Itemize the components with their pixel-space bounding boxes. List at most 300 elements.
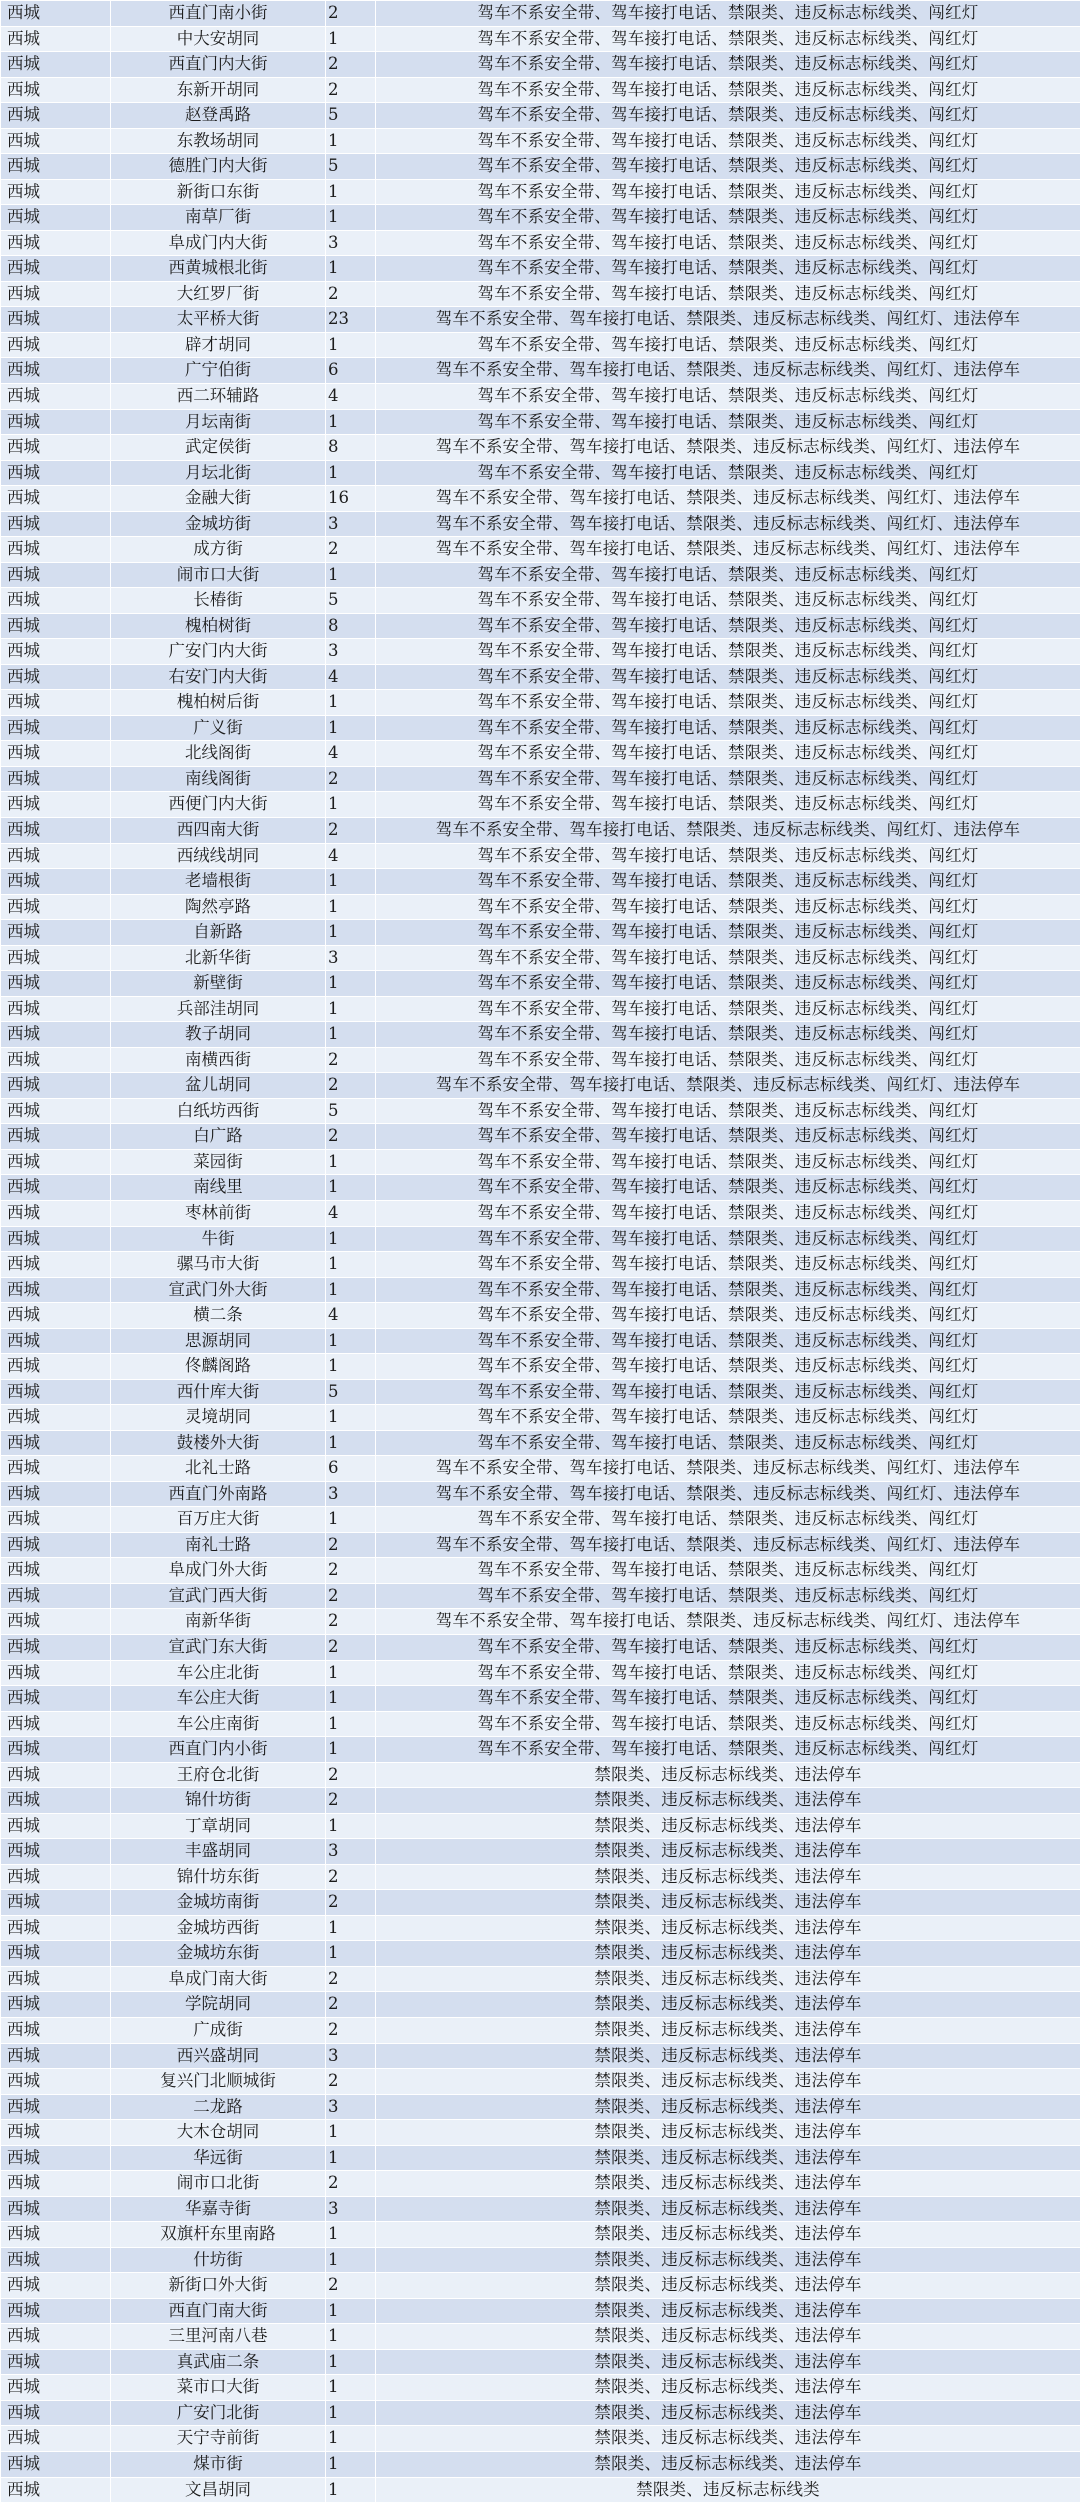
district-cell: 西城: [1, 52, 111, 78]
district-cell: 西城: [1, 1890, 111, 1916]
table-row: [1, 1864, 1080, 1890]
violation-types-cell: 驾车不系安全带、驾车接打电话、禁限类、违反标志标线类、闯红灯: [376, 1175, 1080, 1201]
table-row: [1, 1992, 1080, 2018]
violation-types-cell: 驾车不系安全带、驾车接打电话、禁限类、违反标志标线类、闯红灯: [376, 179, 1080, 205]
street-cell: 双旗杆东里南路: [111, 2222, 326, 2248]
count-cell: 3: [326, 945, 376, 971]
table-row: [1, 2145, 1080, 2171]
count-cell: 1: [326, 971, 376, 997]
count-cell: 2: [326, 1635, 376, 1661]
count-cell: 2: [326, 2069, 376, 2095]
table-row: [1, 511, 1080, 537]
table-row: [1, 332, 1080, 358]
count-cell: 2: [326, 1890, 376, 1916]
street-cell: 华嘉寺街: [111, 2196, 326, 2222]
table-row: [1, 1890, 1080, 1916]
violation-types-cell: 驾车不系安全带、驾车接打电话、禁限类、违反标志标线类、闯红灯: [376, 1660, 1080, 1686]
street-cell: 锦什坊街: [111, 1788, 326, 1814]
violation-types-cell: 驾车不系安全带、驾车接打电话、禁限类、违反标志标线类、闯红灯: [376, 26, 1080, 52]
violation-types-cell: 禁限类、违反标志标线类、违法停车: [376, 1813, 1080, 1839]
street-cell: 南新华街: [111, 1609, 326, 1635]
street-cell: 陶然亭路: [111, 894, 326, 920]
violation-types-cell: 驾车不系安全带、驾车接打电话、禁限类、违反标志标线类、闯红灯: [376, 1, 1080, 27]
district-cell: 西城: [1, 2094, 111, 2120]
violation-types-cell: 驾车不系安全带、驾车接打电话、禁限类、违反标志标线类、闯红灯、违法停车: [376, 1073, 1080, 1099]
district-cell: 西城: [1, 1635, 111, 1661]
count-cell: 4: [326, 1303, 376, 1329]
count-cell: 2: [326, 52, 376, 78]
table-row: [1, 639, 1080, 665]
table-row: [1, 1175, 1080, 1201]
street-cell: 真武庙二条: [111, 2349, 326, 2375]
table-row: [1, 409, 1080, 435]
violation-types-cell: 驾车不系安全带、驾车接打电话、禁限类、违反标志标线类、闯红灯: [376, 1379, 1080, 1405]
count-cell: 1: [326, 1354, 376, 1380]
district-cell: 西城: [1, 2426, 111, 2452]
violation-types-cell: 驾车不系安全带、驾车接打电话、禁限类、违反标志标线类、闯红灯: [376, 1635, 1080, 1661]
table-row: [1, 1762, 1080, 1788]
street-cell: 闹市口北街: [111, 2171, 326, 2197]
street-cell: 鼓楼外大街: [111, 1430, 326, 1456]
table-row: [1, 2017, 1080, 2043]
count-cell: 3: [326, 511, 376, 537]
violation-types-cell: 驾车不系安全带、驾车接打电话、禁限类、违反标志标线类、闯红灯: [376, 332, 1080, 358]
violation-types-cell: 驾车不系安全带、驾车接打电话、禁限类、违反标志标线类、闯红灯、违法停车: [376, 818, 1080, 844]
table-row: [1, 1635, 1080, 1661]
violation-types-cell: 驾车不系安全带、驾车接打电话、禁限类、违反标志标线类、闯红灯: [376, 715, 1080, 741]
count-cell: 2: [326, 1966, 376, 1992]
district-cell: 西城: [1, 1788, 111, 1814]
count-cell: 8: [326, 613, 376, 639]
violation-types-cell: 禁限类、违反标志标线类、违法停车: [376, 1890, 1080, 1916]
district-cell: 西城: [1, 894, 111, 920]
violation-types-cell: 驾车不系安全带、驾车接打电话、禁限类、违反标志标线类、闯红灯: [376, 230, 1080, 256]
table-row: [1, 1711, 1080, 1737]
street-cell: 宣武门外大街: [111, 1277, 326, 1303]
district-cell: 西城: [1, 2043, 111, 2069]
district-cell: 西城: [1, 1277, 111, 1303]
table-row: [1, 1073, 1080, 1099]
table-row: [1, 77, 1080, 103]
count-cell: 3: [326, 1839, 376, 1865]
violation-types-cell: 禁限类、违反标志标线类、违法停车: [376, 2324, 1080, 2350]
table-row: [1, 486, 1080, 512]
violation-types-cell: 驾车不系安全带、驾车接打电话、禁限类、违反标志标线类、闯红灯、违法停车: [376, 1456, 1080, 1482]
street-cell: 灵境胡同: [111, 1405, 326, 1431]
district-cell: 西城: [1, 2477, 111, 2503]
district-cell: 西城: [1, 383, 111, 409]
violation-types-cell: 驾车不系安全带、驾车接打电话、禁限类、违反标志标线类、闯红灯: [376, 103, 1080, 129]
street-cell: 车公庄北街: [111, 1660, 326, 1686]
violation-types-cell: 禁限类、违反标志标线类、违法停车: [376, 1839, 1080, 1865]
violation-types-cell: 驾车不系安全带、驾车接打电话、禁限类、违反标志标线类、闯红灯: [376, 256, 1080, 282]
table-row: [1, 358, 1080, 384]
violation-types-cell: 驾车不系安全带、驾车接打电话、禁限类、违反标志标线类、闯红灯: [376, 1124, 1080, 1150]
count-cell: 1: [326, 1175, 376, 1201]
street-cell: 什坊街: [111, 2247, 326, 2273]
violation-types-cell: 驾车不系安全带、驾车接打电话、禁限类、违反标志标线类、闯红灯: [376, 383, 1080, 409]
district-cell: 西城: [1, 766, 111, 792]
street-cell: 东教场胡同: [111, 128, 326, 154]
count-cell: 5: [326, 103, 376, 129]
table-row: [1, 52, 1080, 78]
district-cell: 西城: [1, 205, 111, 231]
street-cell: 西直门外南路: [111, 1481, 326, 1507]
count-cell: 1: [326, 1686, 376, 1712]
violation-types-cell: 禁限类、违反标志标线类、违法停车: [376, 2069, 1080, 2095]
table-row: [1, 1022, 1080, 1048]
count-cell: 1: [326, 256, 376, 282]
count-cell: 3: [326, 2196, 376, 2222]
district-cell: 西城: [1, 1660, 111, 1686]
district-cell: 西城: [1, 511, 111, 537]
violation-types-cell: 驾车不系安全带、驾车接打电话、禁限类、违反标志标线类、闯红灯: [376, 281, 1080, 307]
count-cell: 1: [326, 1149, 376, 1175]
count-cell: 1: [326, 1022, 376, 1048]
district-cell: 西城: [1, 715, 111, 741]
count-cell: 2: [326, 2273, 376, 2299]
district-cell: 西城: [1, 435, 111, 461]
table-row: [1, 1481, 1080, 1507]
count-cell: 1: [326, 1328, 376, 1354]
violation-types-cell: 禁限类、违反标志标线类、违法停车: [376, 1941, 1080, 1967]
street-cell: 德胜门内大街: [111, 154, 326, 180]
table-row: [1, 1456, 1080, 1482]
street-cell: 丁章胡同: [111, 1813, 326, 1839]
count-cell: 1: [326, 2120, 376, 2146]
count-cell: 16: [326, 486, 376, 512]
table-row: [1, 179, 1080, 205]
table-body: [1, 1, 1080, 2503]
table-row: [1, 1226, 1080, 1252]
street-cell: 学院胡同: [111, 1992, 326, 2018]
count-cell: 1: [326, 128, 376, 154]
count-cell: 1: [326, 2145, 376, 2171]
street-cell: 成方街: [111, 537, 326, 563]
count-cell: 1: [326, 1737, 376, 1763]
count-cell: 1: [326, 1711, 376, 1737]
count-cell: 23: [326, 307, 376, 333]
violation-types-cell: 驾车不系安全带、驾车接打电话、禁限类、违反标志标线类、闯红灯: [376, 766, 1080, 792]
table-row: [1, 1737, 1080, 1763]
violation-types-cell: 驾车不系安全带、驾车接打电话、禁限类、违反标志标线类、闯红灯: [376, 1354, 1080, 1380]
violation-types-cell: 驾车不系安全带、驾车接打电话、禁限类、违反标志标线类、闯红灯: [376, 1711, 1080, 1737]
street-cell: 金城坊南街: [111, 1890, 326, 1916]
table-row: [1, 154, 1080, 180]
district-cell: 西城: [1, 1252, 111, 1278]
table-row: [1, 2120, 1080, 2146]
count-cell: 2: [326, 818, 376, 844]
district-cell: 西城: [1, 1328, 111, 1354]
violation-types-cell: 驾车不系安全带、驾车接打电话、禁限类、违反标志标线类、闯红灯: [376, 1558, 1080, 1584]
violation-types-cell: 驾车不系安全带、驾车接打电话、禁限类、违反标志标线类、闯红灯: [376, 460, 1080, 486]
district-cell: 西城: [1, 77, 111, 103]
street-cell: 西直门内小街: [111, 1737, 326, 1763]
count-cell: 2: [326, 1609, 376, 1635]
count-cell: 4: [326, 664, 376, 690]
violation-types-cell: 驾车不系安全带、驾车接打电话、禁限类、违反标志标线类、闯红灯: [376, 613, 1080, 639]
street-cell: 辟才胡同: [111, 332, 326, 358]
table-row: [1, 2477, 1080, 2503]
district-cell: 西城: [1, 1583, 111, 1609]
violation-types-cell: 驾车不系安全带、驾车接打电话、禁限类、违反标志标线类、闯红灯: [376, 1583, 1080, 1609]
count-cell: 1: [326, 715, 376, 741]
table-row: [1, 1813, 1080, 1839]
violation-types-cell: 驾车不系安全带、驾车接打电话、禁限类、违反标志标线类、闯红灯、违法停车: [376, 435, 1080, 461]
district-cell: 西城: [1, 639, 111, 665]
table-row: [1, 1839, 1080, 1865]
count-cell: 1: [326, 2298, 376, 2324]
violation-types-cell: 禁限类、违反标志标线类、违法停车: [376, 2452, 1080, 2478]
street-cell: 二龙路: [111, 2094, 326, 2120]
violation-types-cell: 驾车不系安全带、驾车接打电话、禁限类、违反标志标线类、闯红灯: [376, 1149, 1080, 1175]
violation-types-cell: 驾车不系安全带、驾车接打电话、禁限类、违反标志标线类、闯红灯、违法停车: [376, 1481, 1080, 1507]
street-cell: 兵部洼胡同: [111, 996, 326, 1022]
violation-types-cell: 驾车不系安全带、驾车接打电话、禁限类、违反标志标线类、闯红灯: [376, 792, 1080, 818]
table-row: [1, 2196, 1080, 2222]
street-cell: 南礼士路: [111, 1532, 326, 1558]
district-cell: 西城: [1, 1966, 111, 1992]
street-cell: 白广路: [111, 1124, 326, 1150]
table-row: [1, 2273, 1080, 2299]
table-row: [1, 128, 1080, 154]
table-row: [1, 103, 1080, 129]
street-cell: 宣武门西大街: [111, 1583, 326, 1609]
violation-types-cell: 驾车不系安全带、驾车接打电话、禁限类、违反标志标线类、闯红灯: [376, 1328, 1080, 1354]
table-row: [1, 741, 1080, 767]
street-cell: 大红罗厂街: [111, 281, 326, 307]
table-row: [1, 1686, 1080, 1712]
street-cell: 广安门北街: [111, 2400, 326, 2426]
table-row: [1, 971, 1080, 997]
street-cell: 槐柏树后街: [111, 690, 326, 716]
district-cell: 西城: [1, 2171, 111, 2197]
table-row: [1, 230, 1080, 256]
street-cell: 南草厂街: [111, 205, 326, 231]
violation-types-cell: 驾车不系安全带、驾车接打电话、禁限类、违反标志标线类、闯红灯: [376, 1405, 1080, 1431]
district-cell: 西城: [1, 332, 111, 358]
table-row: [1, 1788, 1080, 1814]
district-cell: 西城: [1, 1226, 111, 1252]
district-cell: 西城: [1, 1, 111, 27]
district-cell: 西城: [1, 2298, 111, 2324]
street-cell: 宣武门东大街: [111, 1635, 326, 1661]
street-cell: 月坛北街: [111, 460, 326, 486]
violation-types-cell: 驾车不系安全带、驾车接打电话、禁限类、违反标志标线类、闯红灯、违法停车: [376, 486, 1080, 512]
violation-types-cell: 驾车不系安全带、驾车接打电话、禁限类、违反标志标线类、闯红灯: [376, 154, 1080, 180]
district-cell: 西城: [1, 2452, 111, 2478]
violation-types-cell: 驾车不系安全带、驾车接打电话、禁限类、违反标志标线类、闯红灯: [376, 1430, 1080, 1456]
street-cell: 横二条: [111, 1303, 326, 1329]
street-cell: 阜成门外大街: [111, 1558, 326, 1584]
count-cell: 1: [326, 562, 376, 588]
count-cell: 1: [326, 1813, 376, 1839]
table-row: [1, 2298, 1080, 2324]
table-row: [1, 2069, 1080, 2095]
count-cell: 2: [326, 1788, 376, 1814]
violation-types-cell: 禁限类、违反标志标线类、违法停车: [376, 2273, 1080, 2299]
violation-types-cell: 驾车不系安全带、驾车接打电话、禁限类、违反标志标线类、闯红灯: [376, 1686, 1080, 1712]
street-cell: 老墙根街: [111, 869, 326, 895]
violation-types-cell: 禁限类、违反标志标线类、违法停车: [376, 1915, 1080, 1941]
district-cell: 西城: [1, 2324, 111, 2350]
violation-types-cell: 驾车不系安全带、驾车接打电话、禁限类、违反标志标线类、闯红灯: [376, 639, 1080, 665]
street-cell: 三里河南八巷: [111, 2324, 326, 2350]
count-cell: 2: [326, 1864, 376, 1890]
count-cell: 1: [326, 26, 376, 52]
district-cell: 西城: [1, 1200, 111, 1226]
street-cell: 北新华街: [111, 945, 326, 971]
street-cell: 新街口东街: [111, 179, 326, 205]
table-row: [1, 1277, 1080, 1303]
street-cell: 南横西街: [111, 1047, 326, 1073]
table-row: [1, 1379, 1080, 1405]
street-cell: 新街口外大街: [111, 2273, 326, 2299]
count-cell: 6: [326, 358, 376, 384]
count-cell: 1: [326, 894, 376, 920]
street-cell: 锦什坊东街: [111, 1864, 326, 1890]
violation-types-cell: 禁限类、违反标志标线类、违法停车: [376, 2171, 1080, 2197]
district-cell: 西城: [1, 1737, 111, 1763]
count-cell: 6: [326, 1456, 376, 1482]
count-cell: 1: [326, 2222, 376, 2248]
street-cell: 枣林前街: [111, 1200, 326, 1226]
table-row: [1, 690, 1080, 716]
count-cell: 4: [326, 843, 376, 869]
district-cell: 西城: [1, 1762, 111, 1788]
violation-types-cell: 禁限类、违反标志标线类、违法停车: [376, 2145, 1080, 2171]
count-cell: 5: [326, 154, 376, 180]
street-cell: 长椿街: [111, 588, 326, 614]
table-row: [1, 843, 1080, 869]
street-cell: 思源胡同: [111, 1328, 326, 1354]
count-cell: 1: [326, 2452, 376, 2478]
district-cell: 西城: [1, 1915, 111, 1941]
count-cell: 3: [326, 1481, 376, 1507]
table-row: [1, 2324, 1080, 2350]
count-cell: 2: [326, 1532, 376, 1558]
violation-types-cell: 驾车不系安全带、驾车接打电话、禁限类、违反标志标线类、闯红灯: [376, 1098, 1080, 1124]
count-cell: 4: [326, 1200, 376, 1226]
violation-types-cell: 禁限类、违反标志标线类、违法停车: [376, 2426, 1080, 2452]
table-row: [1, 1354, 1080, 1380]
table-row: [1, 766, 1080, 792]
district-cell: 西城: [1, 664, 111, 690]
table-row: [1, 537, 1080, 563]
table-row: [1, 281, 1080, 307]
count-cell: 1: [326, 1430, 376, 1456]
count-cell: 1: [326, 2426, 376, 2452]
violation-types-cell: 驾车不系安全带、驾车接打电话、禁限类、违反标志标线类、闯红灯: [376, 690, 1080, 716]
district-cell: 西城: [1, 562, 111, 588]
street-cell: 金城坊街: [111, 511, 326, 537]
table-row: [1, 1430, 1080, 1456]
count-cell: 5: [326, 1098, 376, 1124]
street-cell: 王府仓北街: [111, 1762, 326, 1788]
table-row: [1, 715, 1080, 741]
district-cell: 西城: [1, 1992, 111, 2018]
table-row: [1, 26, 1080, 52]
street-cell: 广宁伯街: [111, 358, 326, 384]
district-cell: 西城: [1, 2273, 111, 2299]
violation-types-cell: 禁限类、违反标志标线类、违法停车: [376, 2375, 1080, 2401]
count-cell: 8: [326, 435, 376, 461]
violation-types-cell: 禁限类、违反标志标线类、违法停车: [376, 2120, 1080, 2146]
table-row: [1, 2400, 1080, 2426]
street-cell: 丰盛胡同: [111, 1839, 326, 1865]
table-row: [1, 945, 1080, 971]
table-row: [1, 818, 1080, 844]
street-cell: 复兴门北顺城街: [111, 2069, 326, 2095]
count-cell: 3: [326, 230, 376, 256]
district-cell: 西城: [1, 869, 111, 895]
district-cell: 西城: [1, 1507, 111, 1533]
count-cell: 1: [326, 920, 376, 946]
street-cell: 北礼士路: [111, 1456, 326, 1482]
count-cell: 2: [326, 1583, 376, 1609]
violation-types-cell: 禁限类、违反标志标线类: [376, 2477, 1080, 2503]
table-row: [1, 1966, 1080, 1992]
table-row: [1, 2375, 1080, 2401]
violation-types-cell: 驾车不系安全带、驾车接打电话、禁限类、违反标志标线类、闯红灯: [376, 588, 1080, 614]
street-cell: 西兴盛胡同: [111, 2043, 326, 2069]
violation-types-cell: 驾车不系安全带、驾车接打电话、禁限类、违反标志标线类、闯红灯、违法停车: [376, 537, 1080, 563]
violation-types-cell: 驾车不系安全带、驾车接打电话、禁限类、违反标志标线类、闯红灯、违法停车: [376, 1532, 1080, 1558]
violation-types-cell: 禁限类、违反标志标线类、违法停车: [376, 2247, 1080, 2273]
violation-types-cell: 驾车不系安全带、驾车接打电话、禁限类、违反标志标线类、闯红灯: [376, 894, 1080, 920]
street-cell: 牛街: [111, 1226, 326, 1252]
street-cell: 教子胡同: [111, 1022, 326, 1048]
table-row: [1, 2171, 1080, 2197]
table-row: [1, 996, 1080, 1022]
table-row: [1, 613, 1080, 639]
table-row: [1, 1200, 1080, 1226]
table-row: [1, 920, 1080, 946]
district-cell: 西城: [1, 1686, 111, 1712]
count-cell: 2: [326, 1558, 376, 1584]
street-cell: 西二环辅路: [111, 383, 326, 409]
table-row: [1, 2094, 1080, 2120]
table-row: [1, 792, 1080, 818]
table-row: [1, 1124, 1080, 1150]
street-cell: 阜成门内大街: [111, 230, 326, 256]
violation-types-cell: 禁限类、违反标志标线类、违法停车: [376, 2043, 1080, 2069]
street-cell: 百万庄大街: [111, 1507, 326, 1533]
table-row: [1, 2222, 1080, 2248]
table-row: [1, 2247, 1080, 2273]
street-cell: 闹市口大街: [111, 562, 326, 588]
violation-types-cell: 驾车不系安全带、驾车接打电话、禁限类、违反标志标线类、闯红灯: [376, 52, 1080, 78]
violation-types-cell: 驾车不系安全带、驾车接打电话、禁限类、违反标志标线类、闯红灯: [376, 843, 1080, 869]
violation-types-cell: 驾车不系安全带、驾车接打电话、禁限类、违反标志标线类、闯红灯: [376, 1507, 1080, 1533]
district-cell: 西城: [1, 843, 111, 869]
count-cell: 1: [326, 1507, 376, 1533]
street-cell: 西黄城根北街: [111, 256, 326, 282]
district-cell: 西城: [1, 1839, 111, 1865]
table-row: [1, 1660, 1080, 1686]
district-cell: 西城: [1, 1175, 111, 1201]
street-cell: 西便门内大街: [111, 792, 326, 818]
count-cell: 1: [326, 2477, 376, 2503]
count-cell: 1: [326, 869, 376, 895]
violation-types-cell: 禁限类、违反标志标线类、违法停车: [376, 2349, 1080, 2375]
street-cell: 华远街: [111, 2145, 326, 2171]
table-row: [1, 435, 1080, 461]
count-cell: 1: [326, 460, 376, 486]
street-cell: 西四南大街: [111, 818, 326, 844]
violation-types-cell: 驾车不系安全带、驾车接打电话、禁限类、违反标志标线类、闯红灯: [376, 409, 1080, 435]
table-row: [1, 2349, 1080, 2375]
